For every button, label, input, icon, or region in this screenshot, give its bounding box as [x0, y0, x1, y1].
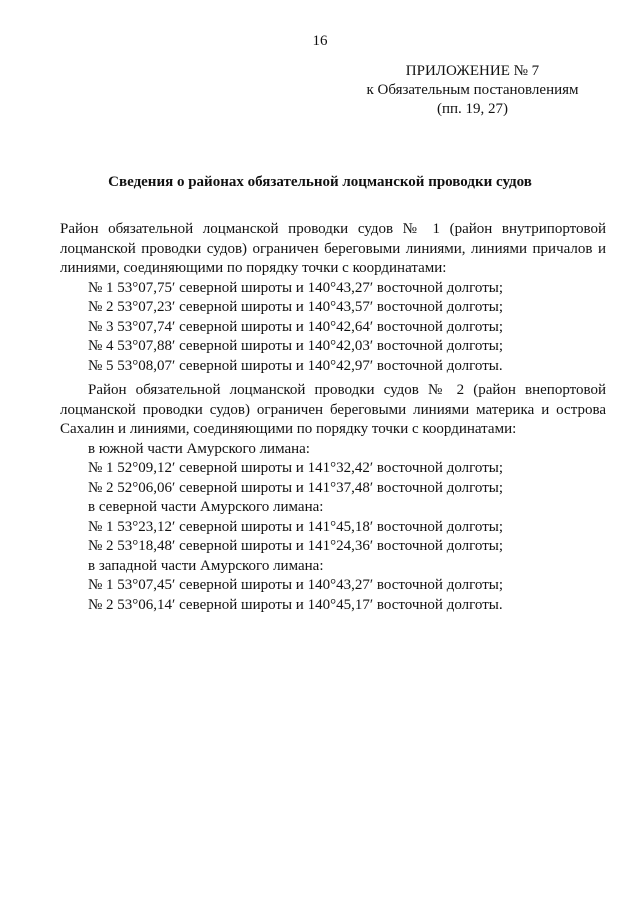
coordinate-point: № 5 53°08,07′ северной широты и 140°42,97′ восточной долготы.	[88, 357, 503, 374]
section-district-2	[60, 381, 606, 615]
appendix-reference: к Обязательным постановлениям	[366, 82, 579, 98]
section-1-text-line: Район обязательной лоцманской проводки судов № 1 (район внутрипортовой	[60, 221, 606, 237]
appendix-title: ПРИЛОЖЕНИЕ № 7	[405, 63, 540, 79]
section-district-1	[60, 220, 606, 376]
subarea-label-south: в южной части Амурского лимана:	[88, 440, 310, 457]
coordinate-point: № 4 53°07,88′ северной широты и 140°42,03′ восточной долготы;	[88, 338, 503, 354]
coordinate-point: № 2 53°18,48′ северной широты и 141°24,36′ восточной долготы;	[88, 538, 503, 554]
coordinate-point: № 1 52°09,12′ северной широты и 141°32,42′ восточной долготы;	[88, 460, 503, 476]
coordinate-point: № 1 53°23,12′ северной широты и 141°45,18′ восточной долготы;	[88, 518, 503, 535]
page-number: 16	[312, 33, 328, 49]
subarea-label-west: в западной части Амурского лимана:	[88, 557, 324, 574]
section-2-text-line: лоцманской проводки судов) ограничен береговыми линиями материка и острова	[60, 401, 606, 418]
appendix-header	[340, 62, 605, 119]
section-2-text-line: Район обязательной лоцманской проводки судов № 2 (район внепортовой	[88, 382, 606, 398]
subarea-label-north: в северной части Амурского лимана:	[88, 499, 324, 515]
section-1-text-line: линиями, соединяющими по порядку точки с координатами:	[60, 260, 447, 276]
section-1-text-line: лоцманской проводки судов) ограничен береговыми линиями, линиями причалов и	[60, 240, 606, 257]
document-title: Сведения о районах обязательной лоцманской проводки судов	[108, 174, 532, 190]
coordinate-point: № 2 52°06,06′ северной широты и 141°37,48′ восточной долготы;	[88, 479, 503, 496]
coordinate-point: № 3 53°07,74′ северной широты и 140°42,64′ восточной долготы;	[88, 318, 503, 335]
coordinate-point: № 1 53°07,45′ северной широты и 140°43,27′ восточной долготы;	[88, 577, 503, 593]
appendix-paragraphs: (пп. 19, 27)	[436, 101, 509, 117]
section-2-text-line: Сахалин и линиями, соединяющими по порядку точки с координатами:	[60, 421, 517, 437]
coordinate-point: № 2 53°07,23′ северной широты и 140°43,57′ восточной долготы;	[88, 299, 503, 315]
coordinate-point: № 1 53°07,75′ северной широты и 140°43,27′ восточной долготы;	[88, 279, 503, 296]
coordinate-point: № 2 53°06,14′ северной широты и 140°45,17′ восточной долготы.	[88, 596, 503, 613]
